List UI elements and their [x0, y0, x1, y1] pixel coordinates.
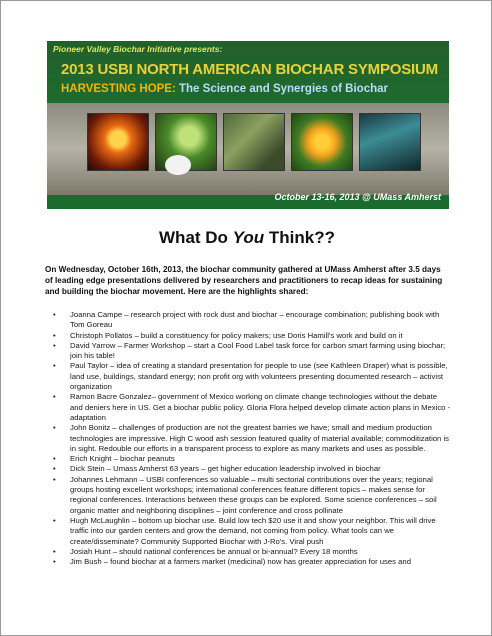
- subtitle-rest: The Science and Synergies of Biochar: [175, 83, 388, 95]
- heading-after: Think??: [264, 228, 335, 247]
- highlight-item: [53, 475, 451, 516]
- bullet-icon: •: [53, 330, 56, 340]
- bullet-icon: •: [53, 515, 56, 525]
- presents-suffix: presents:: [181, 44, 223, 54]
- highlight-item: [53, 557, 451, 567]
- highlights-list: [53, 310, 451, 567]
- banner-header: [47, 41, 449, 103]
- highlight-text: Hugh McLaughlin – bottom up biochar use. Build low tech $20 use it and show your neighbor. This will drive traffic into our garden centers and grow the demand, not coming from policy. What tools can we create/disseminate? Community Supported Biochar with J-Ro's. Viral push: [70, 515, 436, 546]
- highlight-item: [53, 516, 451, 547]
- heading-before: What Do: [159, 228, 233, 247]
- white-pebble: [165, 155, 191, 175]
- symposium-banner: [47, 41, 449, 209]
- bullet-icon: •: [53, 392, 56, 402]
- highlight-text: David Yarrow – Farmer Workshop – start a Cool Food Label task force for carbon smart farming using biochar; join his table!: [70, 340, 446, 361]
- fire-photo: [87, 113, 149, 171]
- highlight-item: [53, 341, 451, 362]
- bullet-icon: •: [53, 340, 56, 350]
- highlight-item: [53, 361, 451, 392]
- highlight-text: John Bonitz – challenges of production are not the greatest barries we have; small and medium production technologies are impressive. High C wood ash session featured quality of material available; commoditization is in sight. Redouble our efforts in a transparent process to explore as many markets and uses as possible.: [70, 423, 450, 453]
- banner-date: October 13-16, 2013 @ UMass Amherst: [274, 192, 441, 202]
- bullet-icon: •: [53, 464, 56, 474]
- crystal-photo: [359, 113, 421, 171]
- highlight-item: [53, 392, 451, 423]
- highlight-text: Dick Stein – Umass Amherst 63 years – get higher education leadership involved in biochar: [70, 464, 381, 474]
- highlight-text: Erich Knight – biochar peanuts: [70, 454, 175, 464]
- highlight-item: [53, 331, 451, 341]
- bullet-icon: •: [53, 423, 56, 433]
- bullet-icon: •: [53, 454, 56, 464]
- banner-presents: [53, 44, 222, 54]
- highlight-item: [53, 464, 451, 474]
- bullet-icon: •: [53, 361, 56, 371]
- banner-title: 2013 USBI NORTH AMERICAN BIOCHAR SYMPOSIUM: [61, 61, 438, 78]
- highlight-text: Paul Taylor – idea of creating a standard presentation for people to use (see Kathleen Draper) what is possible, land use, buildings, standard energy; non profit org with volunteers presenting documented research – activist organization: [70, 361, 448, 392]
- highlight-item: [53, 547, 451, 557]
- presenter-name: Pioneer Valley Biochar Initiative: [53, 44, 182, 54]
- subtitle-highlight: HARVESTING HOPE:: [61, 83, 176, 95]
- banner-subtitle: [61, 83, 388, 95]
- highlight-text: Johannes Lehmann – USBI conferences so valuable – multi sectorial contributions over the years; regional groups hosting excellent workshops; international conferences feature different topics – makes sense for regional conferences. Interactions between these groups can be explored. Some science conferences – soil organic matter and neighboring disciplines – joint conference and cross pollinate: [70, 474, 437, 515]
- heading-emphasis: You: [232, 228, 265, 247]
- rock-photo: [223, 113, 285, 171]
- bullet-icon: •: [53, 546, 56, 556]
- highlight-item: [53, 423, 451, 454]
- banner-photo-strip: [47, 103, 449, 195]
- highlight-item: [53, 454, 451, 464]
- highlight-text: Ramon Bacre Gonzalez– government of Mexico working on climate change technologies without the debate and deniers here in US. Get a biochar public policy. Gloria Flora helped develop climate action plans in Mexico - adaptation: [70, 392, 451, 422]
- intro-paragraph: On Wednesday, October 16th, 2013, the biochar community gathered at UMass Amherst after 3.5 days of leading edge presentations delivered by researchers and practitioners to recap ideas for sustaining and building the biochar movement. Here are the highlights shared:: [45, 265, 443, 296]
- bullet-icon: •: [53, 557, 56, 567]
- highlight-text: Joanna Campe – research project with rock dust and biochar – encourage combination; publishing book with Tom Goreau: [70, 310, 440, 330]
- highlight-text: Jim Bush – found biochar at a farmers market (medicinal) now has greater appreciation for uses and: [70, 557, 411, 567]
- highlight-text: Christoph Pollatos – build a constituency for policy makers; use Doris Hamill's work and build on it: [70, 330, 403, 340]
- bullet-icon: •: [53, 474, 56, 484]
- flower-photo: [291, 113, 353, 171]
- highlight-text: Josiah Hunt – should national conferences be annual or bi-annual? Every 18 months: [70, 546, 358, 556]
- highlight-item: [53, 310, 451, 331]
- page-heading: [1, 228, 492, 248]
- bullet-icon: •: [53, 310, 56, 319]
